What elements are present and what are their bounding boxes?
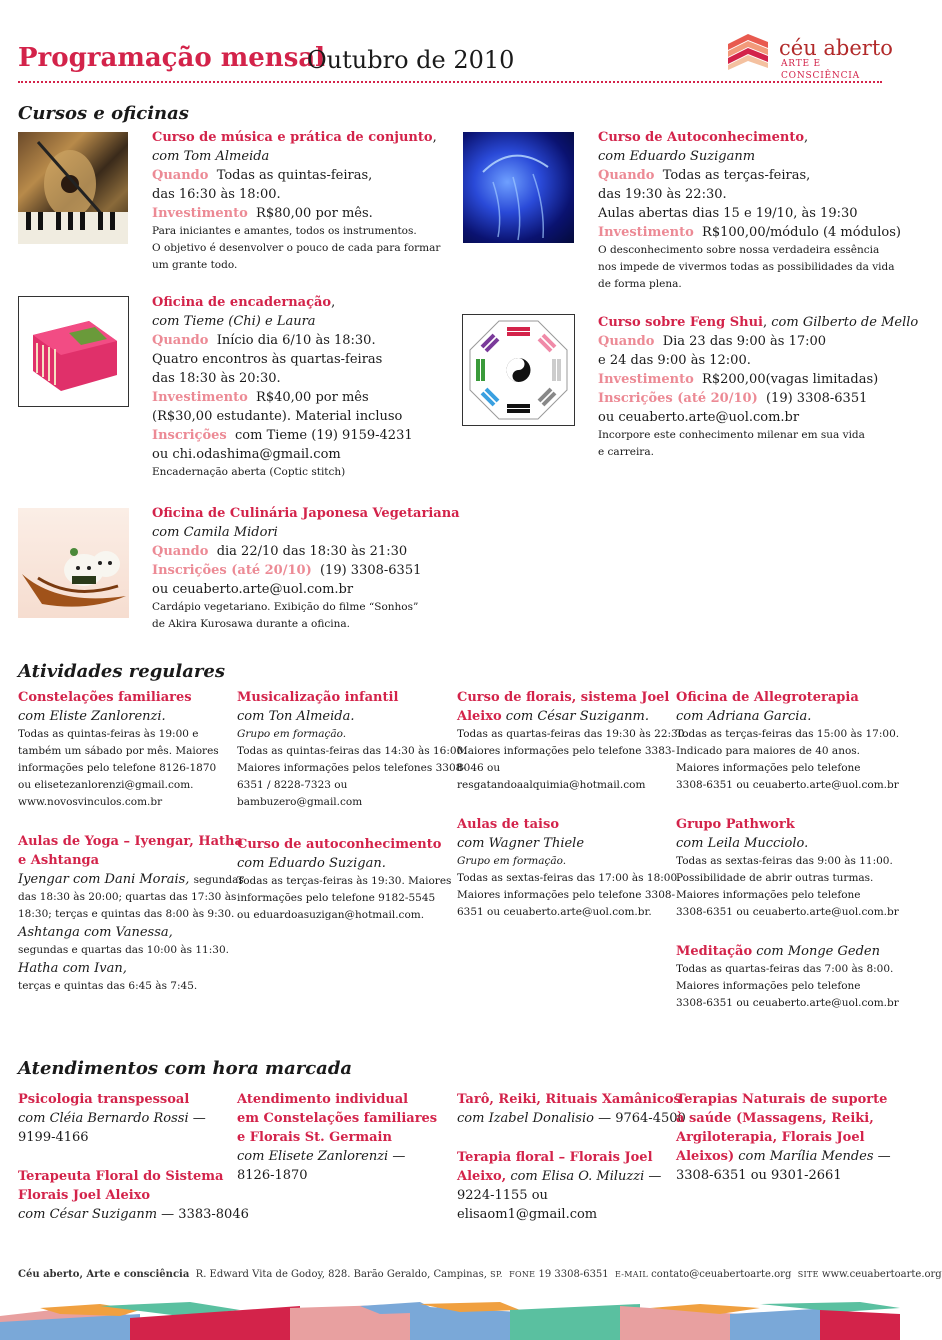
activity-detail: das 18:30 às 20:00; quartas das 17:30 às <box>18 891 237 903</box>
activity-website[interactable]: www.novosvinculos.com.br <box>18 796 163 808</box>
course-bookbinding-contact: com Tieme (19) 9159-4231 <box>235 428 413 443</box>
activity-email[interactable]: 6351 ou ceuaberto.arte@uol.com.br. <box>457 906 652 918</box>
activity-detail: Todas as quintas-feiras das 14:30 às 16:00. <box>237 745 467 757</box>
appointment-professional: com César Suziganm <box>18 1207 158 1222</box>
course-cuisine-phone: (19) 3308-6351 <box>319 563 422 578</box>
course-music: Curso de música e prática de conjunto, com Tom Almeida Quando Todas as quintas-feiras, das 16:30 às 18:00. Investimento R$80,00 por mês. Para iniciantes e amantes, todos os instrumentos. O objetivo é desenvolver o pouco de cada para formar um grante todo. <box>152 128 440 274</box>
activity-detail: Indicado para maiores de 40 anos. <box>676 745 861 757</box>
course-selfknowledge-note: nos impede de vivermos todas as possibilidades da vida <box>598 261 895 273</box>
appointment-phone: — 9764-4500 <box>593 1111 686 1126</box>
label-investment: Investimento <box>152 206 248 221</box>
course-bookbinding-note: Encadernação aberta (Coptic stitch) <box>152 466 346 478</box>
activity-yoga <box>18 832 244 995</box>
activity-title: Constelações familiares <box>18 690 192 705</box>
label-signup: Inscrições (até 20/10) <box>152 563 312 578</box>
activity-detail: Maiores informações pelos telefones 3308- <box>237 762 466 774</box>
activity-teacher: com César Suziganm. <box>505 709 649 724</box>
footer-site[interactable]: www.ceuabertoarte.org <box>821 1269 942 1280</box>
activity-title: Oficina de Allegroterapia <box>676 690 859 705</box>
course-bookbinding: Oficina de encadernação, com Tieme (Chi) e Laura Quando Início dia 6/10 às 18:30. Quatro encontros às quartas-feiras das 18:30 às 20:30. Investimento R$40,00 por mês (R$30,00 estudante). Material incluso Inscrições com Tieme (19) 9159-4231 ou chi.odashima@gmail.com Encadernação aberta (Coptic stitch) <box>152 293 413 481</box>
activity-meditation <box>676 942 899 1012</box>
activity-email[interactable]: 3308-6351 ou ceuaberto.arte@uol.com.br <box>676 779 899 791</box>
course-cuisine <box>152 504 460 633</box>
activity-teacher: com Leila Mucciolo. <box>676 836 809 851</box>
activity-pathwork <box>676 815 899 921</box>
activity-detail: Maiores informações pelo telefone <box>676 889 861 901</box>
activity-musicalization <box>237 688 467 811</box>
activity-detail: 8046 ou <box>457 762 501 774</box>
activity-title: Grupo Pathwork <box>676 817 795 832</box>
label-when: Quando <box>152 168 209 183</box>
course-selfknowledge-note: O desconhecimento sobre nossa verdadeira essência <box>598 244 880 256</box>
footer <box>18 1268 942 1282</box>
activity-teacher: com Monge Geden <box>756 944 880 959</box>
activity-detail: Todas as quartas-feiras das 7:00 às 8:00. <box>676 963 894 975</box>
course-bookbinding-when: Início dia 6/10 às 18:30. <box>216 333 376 348</box>
label-investment: Investimento <box>598 225 694 240</box>
appointment-individual <box>237 1090 447 1185</box>
label-signup: Inscrições <box>152 428 227 443</box>
activity-teacher: Iyengar com Dani Morais, <box>18 872 190 887</box>
bagua-icon <box>463 315 574 425</box>
activity-teacher: Ashtanga com Vanessa, <box>18 925 173 940</box>
activity-detail: Maiores informações pelo telefone 3383- <box>457 745 676 757</box>
appointment-title: Aleixos) <box>676 1149 735 1164</box>
label-when: Quando <box>152 333 209 348</box>
appointment-professional: com Marília Mendes <box>738 1149 874 1164</box>
appointment-phone: 9224-1155 ou <box>457 1188 548 1203</box>
appointment-phone: 3308-6351 ou 9301-2661 <box>676 1168 842 1183</box>
activity-florals <box>457 688 688 794</box>
appointment-professional: com Izabel Donalisio <box>457 1111 594 1126</box>
activity-detail: Maiores informações pelo telefone 3308- <box>457 889 676 901</box>
activity-email[interactable]: ou eduardoasuzigan@hotmail.com. <box>237 909 425 921</box>
appointment-professional: com Elisete Zanlorenzi <box>237 1149 389 1164</box>
label-when: Quando <box>152 544 209 559</box>
course-selfknowledge-title: Curso de Autoconhecimento <box>598 130 805 145</box>
label-when: Quando <box>598 168 655 183</box>
footer-address: R. Edward Vita de Godoy, 828. Barão Geraldo, Campinas, <box>195 1269 487 1280</box>
course-selfknowledge-price: R$100,00/módulo (4 módulos) <box>702 225 901 240</box>
course-music-note: O objetivo é desenvolver o pouco de cada para formar <box>152 242 441 254</box>
course-bookbinding-when: Quatro encontros às quartas-feiras <box>152 352 383 367</box>
appointment-title: à saúde (Massagens, Reiki, <box>676 1111 874 1126</box>
appointment-title: Psicologia transpessoal <box>18 1092 190 1107</box>
appointment-title: em Constelações familiares <box>237 1111 438 1126</box>
course-fengshui-price: R$200,00 <box>702 372 766 387</box>
appointment-title: Argiloterapia, Florais Joel <box>676 1130 865 1145</box>
appointment-phone: — 3383-8046 <box>157 1207 249 1222</box>
page-month: Outubro de 2010 <box>307 46 515 74</box>
course-fengshui-price-note: (vagas limitadas) <box>765 372 879 387</box>
course-bookbinding-when: das 18:30 às 20:30. <box>152 371 281 386</box>
activity-taiso <box>457 815 681 921</box>
appointment-natural-therapies <box>676 1090 891 1185</box>
footer-state: SP. <box>490 1270 503 1279</box>
activity-detail: informações pelo telefone 8126-1870 <box>18 762 217 774</box>
activity-group-status: Grupo em formação. <box>457 855 567 867</box>
appointment-title: Tarô, Reiki, Rituais Xamânicos <box>457 1092 681 1107</box>
activity-detail: Todas as terças-feiras das 15:00 às 17:00. <box>676 728 900 740</box>
footer-site-label: SITE <box>797 1270 819 1279</box>
footer-email-label: E-MAIL <box>615 1270 648 1279</box>
course-fengshui-teacher: com Gilberto de Mello <box>771 315 919 330</box>
course-music-time: das 16:30 às 18:00. <box>152 187 281 202</box>
logo-subtitle: ARTE E CONSCIÊNCIA <box>781 59 860 81</box>
activity-detail: 18:30; terças e quintas das 8:00 às 9:30. <box>18 908 235 920</box>
appointment-psychology <box>18 1090 228 1147</box>
label-investment: Investimento <box>152 390 248 405</box>
appointment-separator: — <box>644 1169 662 1184</box>
course-fengshui-when: Dia 23 das 9:00 às 17:00 <box>662 334 827 349</box>
course-bookbinding-email[interactable]: ou chi.odashima@gmail.com <box>152 447 341 462</box>
activity-teacher: com Ton Almeida. <box>237 709 355 724</box>
course-selfknowledge-note: de forma plena. <box>598 278 682 290</box>
appointment-floral-therapy <box>457 1148 667 1224</box>
activity-detail: Todas as terças-feiras às 19:30. Maiores <box>237 875 452 887</box>
page-title: Programação mensal <box>18 43 326 73</box>
activity-title: Curso de autoconhecimento <box>237 837 442 852</box>
course-selfknowledge: Curso de Autoconhecimento, com Eduardo Suziganm Quando Todas as terças-feiras, das 19:30 às 22:30. Aulas abertas dias 15 e 19/10, às 19:30 Investimento R$100,00/módulo (4 módulos) O desconhecimento sobre nossa verdadeira essência nos impede de vivermos todas as possibilidades da vida de forma plena. <box>598 128 901 293</box>
course-bookbinding-price: (R$30,00 estudante). Material incluso <box>152 409 403 424</box>
activity-detail: Todas as sextas-feiras das 9:00 às 11:00. <box>676 855 893 867</box>
course-bookbinding-title: Oficina de encadernação <box>152 295 332 310</box>
appointment-professional: com Cléia Bernardo Rossi <box>18 1111 189 1126</box>
logo-icon <box>724 30 772 70</box>
activity-email[interactable]: bambuzero@gmail.com <box>237 796 363 808</box>
course-fengshui-phone: (19) 3308-6351 <box>765 391 868 406</box>
course-music-note: um grante todo. <box>152 259 238 271</box>
appointment-floral-therapist <box>18 1167 249 1224</box>
course-fengshui: Curso sobre Feng Shui, com Gilberto de Mello Quando Dia 23 das 9:00 às 17:00 e 24 das 9:00 às 12:00. Investimento R$200,00(vagas limitadas) Inscrições (até 20/10) (19) 3308-6351 ou ceuaberto.arte@uol.com.br Incorpore este conhecimento milenar em sua vida e carreira. <box>598 313 918 461</box>
activity-detail: Maiores informações pelo telefone <box>676 980 861 992</box>
activity-detail: terças e quintas das 6:45 às 7:45. <box>18 980 198 992</box>
appointment-phone: 8126-1870 <box>237 1168 308 1183</box>
appointment-title: Atendimento individual <box>237 1092 409 1107</box>
activity-selfknowledge <box>237 835 452 924</box>
course-bookbinding-price: R$40,00 por mês <box>256 390 369 405</box>
activity-teacher: Hatha com Ivan, <box>18 961 127 976</box>
section-heading-courses: Cursos e oficinas <box>18 103 189 124</box>
autoconhecimento-image <box>463 132 574 243</box>
cuisine-image <box>18 508 129 618</box>
activity-detail: 6351 / 8228-7323 ou <box>237 779 348 791</box>
bookbinding-image <box>18 296 129 407</box>
header-divider <box>18 81 882 83</box>
activity-teacher: com Wagner Thiele <box>457 836 585 851</box>
course-fengshui-email[interactable]: ou ceuaberto.arte@uol.com.br <box>598 410 800 425</box>
course-selfknowledge-when: Todas as terças-feiras, <box>662 168 811 183</box>
course-cuisine-note: de Akira Kurosawa durante a oficina. <box>152 618 350 630</box>
activity-detail: Maiores informações pelo telefone <box>676 762 861 774</box>
course-music-title: Curso de música e prática de conjunto <box>152 130 433 145</box>
course-cuisine-note: Cardápio vegetariano. Exibição do filme “Sonhos” <box>152 601 419 613</box>
appointment-title: Florais Joel Aleixo <box>18 1188 151 1203</box>
sushi-icon <box>18 508 129 618</box>
activity-email[interactable]: 3308-6351 ou ceuaberto.arte@uol.com.br <box>676 906 899 918</box>
course-cuisine-title: Oficina de Culinária Japonesa Vegetariana <box>152 506 460 521</box>
course-fengshui-note: e carreira. <box>598 446 654 458</box>
logo-name: céu aberto <box>779 36 893 60</box>
appointment-title: Terapeuta Floral do Sistema <box>18 1169 224 1184</box>
appointment-title: Terapias Naturais de suporte <box>676 1092 888 1107</box>
band-shape <box>730 1308 830 1340</box>
footer-phone: 19 3308-6351 <box>538 1269 609 1280</box>
activity-title: Curso de florais, sistema Joel <box>457 690 670 705</box>
activity-detail: Possibilidade de abrir outras turmas. <box>676 872 874 884</box>
appointment-professional: com Elisa O. Miluzzi <box>510 1169 645 1184</box>
activity-detail: Todas as quintas-feiras às 19:00 e <box>18 728 199 740</box>
appointment-phone: 9199-4166 <box>18 1130 89 1145</box>
activity-teacher: com Eliste Zanlorenzi. <box>18 709 166 724</box>
activity-title: Musicalização infantil <box>237 690 399 705</box>
footer-name: Céu aberto, Arte e consciência <box>18 1269 190 1280</box>
label-when: Quando <box>598 334 655 349</box>
appointment-title: Terapia floral – Florais Joel <box>457 1150 653 1165</box>
decorative-band <box>0 1300 900 1340</box>
activity-title: Meditação <box>676 944 753 959</box>
activity-email[interactable]: resgatandoaalquimia@hotmail.com <box>457 779 646 791</box>
course-cuisine-when: dia 22/10 das 18:30 às 21:30 <box>216 544 408 559</box>
course-fengshui-note: Incorpore este conhecimento milenar em sua vida <box>598 429 865 441</box>
course-fengshui-when: e 24 das 9:00 às 12:00. <box>598 353 751 368</box>
activity-detail: Todas as sextas-feiras das 17:00 às 18:00. <box>457 872 681 884</box>
activity-title: Aulas de Yoga – Iyengar, Hatha <box>18 834 243 849</box>
activity-email[interactable]: ou elisetezanlorenzi@gmail.com. <box>18 779 194 791</box>
band-shape <box>820 1310 900 1340</box>
section-heading-regular: Atividades regulares <box>18 661 225 682</box>
activity-detail: também um sábado por mês. Maiores <box>18 745 219 757</box>
course-music-note: Para iniciantes e amantes, todos os instrumentos. <box>152 225 417 237</box>
course-selfknowledge-teacher: com Eduardo Suziganm <box>598 149 756 164</box>
activity-title: e Ashtanga <box>18 853 100 868</box>
guitar-piano-icon <box>18 132 128 244</box>
footer-email[interactable]: contato@ceuabertoarte.org <box>651 1269 792 1280</box>
activity-teacher: com Eduardo Suzigan. <box>237 856 386 871</box>
course-music-teacher: com Tom Almeida <box>152 149 270 164</box>
appointment-separator: — <box>873 1149 891 1164</box>
course-bookbinding-teachers: com Tieme (Chi) e Laura <box>152 314 316 329</box>
activity-detail: segundas <box>193 874 244 886</box>
appointment-email[interactable]: elisaom1@gmail.com <box>457 1207 598 1222</box>
course-selfknowledge-when: das 19:30 às 22:30. <box>598 187 727 202</box>
appointment-title: Aleixo, <box>457 1169 507 1184</box>
activity-allegrotherapy <box>676 688 900 794</box>
course-cuisine-teacher: com Camila Midori <box>152 525 278 540</box>
jellyfish-icon <box>463 132 574 243</box>
fengshui-image <box>462 314 575 426</box>
activity-title: Aleixo <box>457 709 502 724</box>
activity-email[interactable]: 3308-6351 ou ceuaberto.arte@uol.com.br <box>676 997 899 1009</box>
activity-detail: informações pelo telefone 9182-5545 <box>237 892 436 904</box>
activity-group-status: Grupo em formação. <box>237 728 347 740</box>
music-course-image <box>18 132 128 244</box>
activity-teacher: com Adriana Garcia. <box>676 709 812 724</box>
appointment-taro <box>457 1090 686 1128</box>
appointment-separator: — <box>188 1111 206 1126</box>
activity-detail: segundas e quartas das 10:00 às 11:30. <box>18 944 229 956</box>
activity-detail: Todas as quartas-feiras das 19:30 às 22:30. <box>457 728 688 740</box>
activity-constellations <box>18 688 228 811</box>
appointment-separator: — <box>388 1149 406 1164</box>
label-investment: Investimento <box>598 372 694 387</box>
activity-title: Aulas de taiso <box>457 817 559 832</box>
label-signup: Inscrições (até 20/10) <box>598 391 758 406</box>
footer-phone-label: FONE <box>509 1270 536 1279</box>
course-fengshui-title: Curso sobre Feng Shui <box>598 315 763 330</box>
book-icon <box>19 297 128 406</box>
course-music-price: R$80,00 por mês. <box>256 206 373 221</box>
course-selfknowledge-when: Aulas abertas dias 15 e 19/10, às 19:30 <box>598 206 858 221</box>
course-music-when: Todas as quintas-feiras, <box>216 168 373 183</box>
section-heading-appointments: Atendimentos com hora marcada <box>18 1058 353 1079</box>
appointment-title: e Florais St. Germain <box>237 1130 392 1145</box>
course-cuisine-email[interactable]: ou ceuaberto.arte@uol.com.br <box>152 582 354 597</box>
